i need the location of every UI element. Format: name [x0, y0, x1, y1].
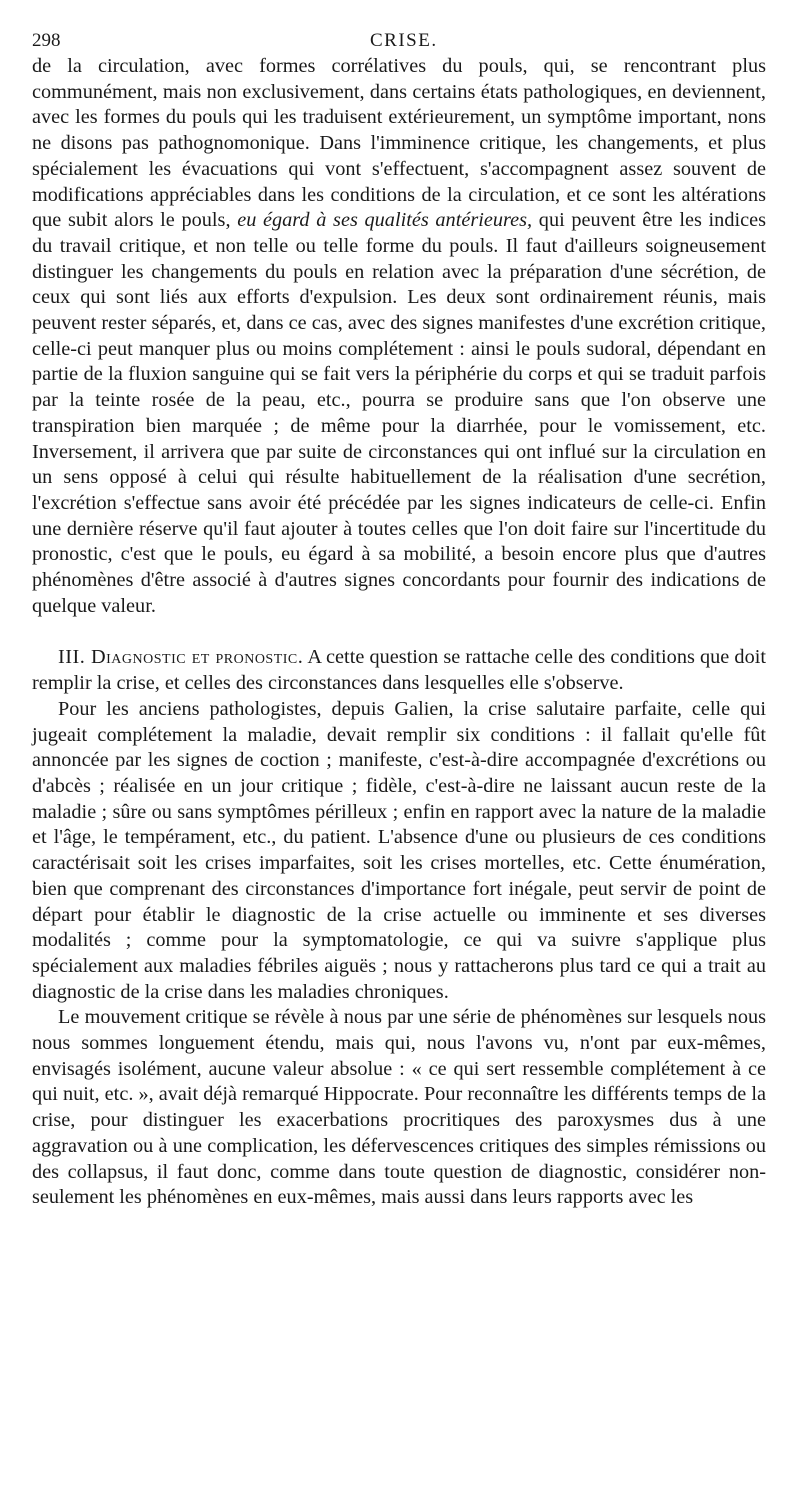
- document-page: [32, 28, 766, 1211]
- paragraph-continued: [32, 54, 766, 619]
- section-heading: III. Diagnostic et pronostic.: [58, 646, 304, 669]
- italic-phrase: eu égard à ses qualités antérieures,: [237, 209, 533, 232]
- section-paragraph: [32, 645, 766, 696]
- page-number: 298: [32, 30, 61, 51]
- body-text: [32, 54, 766, 1211]
- paragraph: Le mouvement critique se révèle à nous par une série de phénomènes sur lesquels nous nous sommes longuement étendu, mais qui, nous l'avons vu, n'ont par eux-mêmes, envisagés isolément, aucune valeur absolue : « ce qui sert ressemble complétement à ce qui nuit, etc. », avait déjà remarqué Hippocrate. Pour reconnaître les différents temps de la crise, pour distinguer les exacerbations procritiques des paroxysmes dus à une aggravation ou à une complication, les défervescences critiques des simples rémissions ou des collapsus, il faut donc, comme dans toute question de diagnostic, considérer non-seulement les phénomènes en eux-mêmes, mais aussi dans leurs rapports avec les: [32, 1006, 766, 1209]
- page-header: [32, 28, 766, 54]
- paragraph-text: de la circulation, avec formes corrélatives du pouls, qui, se rencontrant plus communément, mais non exclusivement, dans certains états pathologiques, en deviennent, avec les formes du pouls qui les traduisent extérieurement, un symptôme important, nons ne disons pas pathognomonique. Dans l'imminence critique, les changements, et plus spécialement les évacuations qui vont s'effectuent, s'accompagnent assez souvent de modifications appréciables dans les conditions de la circulation, et ce sont les altérations que subit alors le pouls,: [32, 55, 766, 232]
- section-spacer: [32, 619, 766, 645]
- paragraph-text: A cette question se rattache celle des conditions que doit remplir la crise, et celles des circonstances dans lesquelles elle s'observe.: [32, 646, 766, 695]
- paragraph-text: qui peuvent être les indices du travail critique, et non telle ou telle forme du pouls. Il faut d'ailleurs soigneusement distinguer les changements du pouls en relation avec la préparation d'une sécrétion, de ceux qui sont liés aux efforts d'expulsion. Les deux sont ordinairement réunis, mais peuvent rester séparés, et, dans ce cas, avec des signes manifestes d'une excrétion critique, celle-ci peut manquer plus ou moins complétement : ainsi le pouls sudoral, dépendant en partie de la fluxion sanguine qui se fait vers la périphérie du corps et qui se traduit parfois par la teinte rosée de la peau, etc., pourra se produire sans que l'on observe une transpiration bien marquée ; de même pour la diarrhée, pour le vomissement, etc. Inversement, il arrivera que par suite de circonstances qui ont influé sur la circulation en un sens opposé à celui qui résulte habituellement de la réalisation d'une secrétion, l'excrétion s'effectue sans avoir été précédée par les signes indicateurs de celle-ci. Enfin une dernière réserve qu'il faut ajouter à toutes celles que l'on doit faire sur l'incertitude du pronostic, c'est que le pouls, eu égard à sa mobilité, a besoin encore plus que d'autres phénomènes d'être associé à d'autres signes concordants pour fournir des indications de quelque valeur.: [32, 209, 766, 617]
- paragraph: Pour les anciens pathologistes, depuis Galien, la crise salutaire parfaite, celle qui jugeait complétement la maladie, devait remplir six conditions : il fallait qu'elle fût annoncée par les signes de coction ; manifeste, c'est-à-dire accompagnée d'excrétions ou d'abcès ; réalisée en un jour critique ; fidèle, c'est-à-dire ne laissant aucun reste de la maladie ; sûre ou sans symptômes périlleux ; enfin en rapport avec la nature de la maladie et l'âge, le tempérament, etc., du patient. L'absence d'une ou plusieurs de ces conditions caractérisait soit les crises imparfaites, soit les crises mortelles, etc. Cette énumération, bien que comprenant des circonstances d'importance fort inégale, peut servir de point de départ pour établir le diagnostic de la crise actuelle ou imminente et ses diverses modalités ; comme pour la symptomatologie, ce qui va suivre s'applique plus spécialement aux maladies fébriles aiguës ; nous y rattacherons plus tard ce qui a trait au diagnostic de la crise dans les maladies chroniques.: [32, 697, 766, 1003]
- running-head: CRISE.: [370, 30, 438, 51]
